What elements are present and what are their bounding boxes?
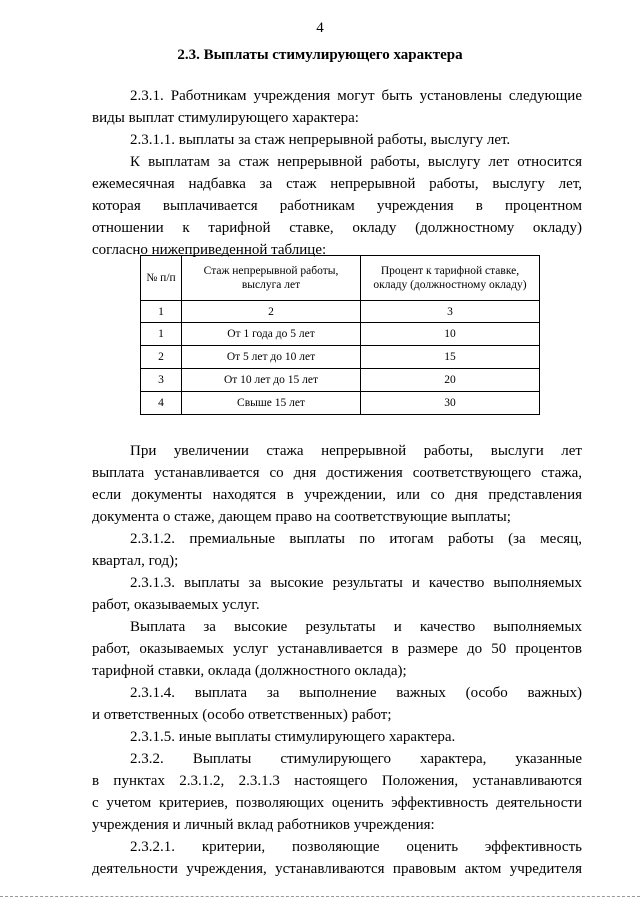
table-cell: 15	[361, 346, 540, 369]
text-line: документа о стаже, дающем право на соответствующие выплаты;	[92, 509, 511, 525]
text-line: работ, оказываемых услуг.	[92, 597, 260, 613]
text-line: 2.3.1.2. премиальные выплаты по итогам работы (за месяц,	[130, 531, 582, 547]
text-block-intro	[92, 85, 582, 261]
table-cell: 3	[141, 369, 182, 392]
text-line: 2.3.1. Работникам учреждения могут быть установлены следующие	[130, 88, 582, 104]
table-row	[141, 323, 540, 346]
text-line: выплата устанавливается со дня достижения соответствующего стажа,	[92, 465, 582, 481]
table-cell: 2	[141, 346, 182, 369]
text-line: К выплатам за стаж непрерывной работы, выслугу лет относится	[130, 154, 582, 170]
table-cell: От 1 года до 5 лет	[182, 323, 361, 346]
text-line: 2.3.2. Выплаты стимулирующего характера, указанные	[130, 751, 582, 767]
table-cell: 10	[361, 323, 540, 346]
header-percent: Процент к тарифной ставке, окладу (должностному окладу)	[361, 256, 540, 301]
table-cell: Свыше 15 лет	[182, 392, 361, 415]
text-line: квартал, год);	[92, 553, 179, 569]
text-line: 2.3.1.4. выплата за выполнение важных (особо важных)	[130, 685, 582, 701]
text-line: и ответственных (особо ответственных) работ;	[92, 707, 392, 723]
table-cell: 20	[361, 369, 540, 392]
table-row	[141, 346, 540, 369]
header-seniority: Стаж непрерывной работы, выслуга лет	[182, 256, 361, 301]
text-line: Выплата за высокие результаты и качество выполняемых	[130, 619, 582, 635]
table-cell: От 5 лет до 10 лет	[182, 346, 361, 369]
text-line: которая выплачивается работникам учреждения в процентном	[92, 198, 582, 214]
table-cell: 1	[141, 323, 182, 346]
text-line: тарифной ставки, оклада (должностного оклада);	[92, 663, 407, 679]
text-line: работ, оказываемых услуг устанавливается в размере до 50 процентов	[92, 641, 582, 657]
text-line: 2.3.1.5. иные выплаты стимулирующего характера.	[130, 729, 456, 745]
text-block-main	[92, 440, 582, 880]
seniority-table	[140, 255, 540, 415]
text-line: учреждения и личный вклад работников учреждения:	[92, 817, 435, 833]
text-line: деятельности учреждения, устанавливаются правовым актом учредителя	[92, 861, 582, 877]
table-cell: 3	[361, 301, 540, 323]
text-line: виды выплат стимулирующего характера:	[92, 110, 359, 126]
text-line: с учетом критериев, позволяющих оценить эффективность деятельности	[92, 795, 582, 811]
text-line: 2.3.1.3. выплаты за высокие результаты и качество выполняемых	[130, 575, 582, 591]
page-number: 4	[316, 20, 324, 36]
page-edge-line	[0, 896, 640, 898]
table-cell: 4	[141, 392, 182, 415]
table-cell: От 10 лет до 15 лет	[182, 369, 361, 392]
text-line: если документы находятся в учреждении, или со дня представления	[92, 487, 582, 503]
text-line: ежемесячная надбавка за стаж непрерывной работы, выслугу лет,	[92, 176, 582, 192]
header-number: № п/п	[141, 256, 182, 301]
table-header-row	[141, 256, 540, 301]
table-numbering-row	[141, 301, 540, 323]
text-line: 2.3.2.1. критерии, позволяющие оценить эффективность	[130, 839, 582, 855]
text-line: При увеличении стажа непрерывной работы, выслуги лет	[130, 443, 582, 459]
table-row	[141, 369, 540, 392]
table-cell: 1	[141, 301, 182, 323]
section-heading: 2.3. Выплаты стимулирующего характера	[177, 47, 463, 63]
text-line: согласно нижеприведенной таблице:	[92, 242, 327, 258]
text-line: в пунктах 2.3.1.2, 2.3.1.3 настоящего Положения, устанавливаются	[92, 773, 582, 789]
text-line: 2.3.1.1. выплаты за стаж непрерывной работы, выслугу лет.	[130, 132, 511, 148]
table-cell: 30	[361, 392, 540, 415]
table-row	[141, 392, 540, 415]
table-cell: 2	[182, 301, 361, 323]
text-line: отношении к тарифной ставке, окладу (должностному окладу)	[92, 220, 582, 236]
